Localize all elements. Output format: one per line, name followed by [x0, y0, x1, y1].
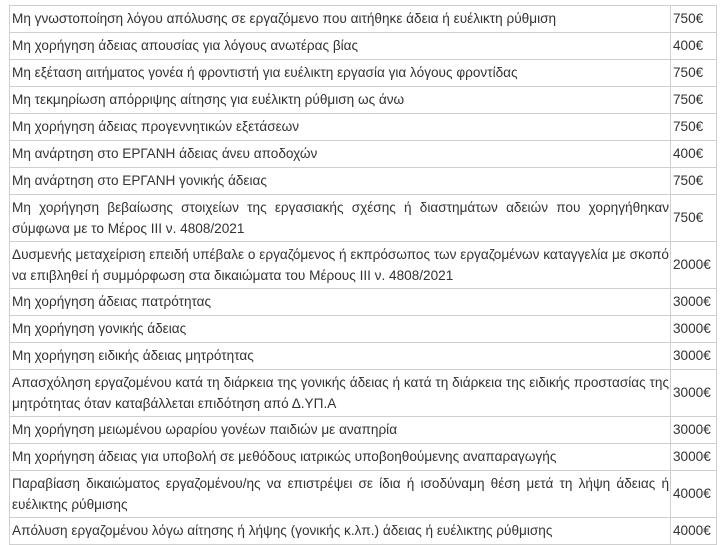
fine-amount: 4000€: [671, 471, 717, 518]
table-row: [10, 87, 717, 114]
violation-description: Μη χορήγηση άδειας προγεννητικών εξετάσεων: [10, 114, 671, 141]
fine-amount: 750€: [671, 87, 717, 114]
fine-amount: 3000€: [671, 417, 717, 444]
table-row: [10, 518, 717, 545]
violation-description: Παραβίαση δικαιώματος εργαζομένου/ης να επιστρέψει σε ίδια ή ισοδύναμη θέση μετά τη λήψη άδειας ή ευέλικτης ρύθμισης: [10, 471, 671, 518]
table-row: [10, 343, 717, 370]
fine-amount: 750€: [671, 168, 717, 195]
violation-description: Μη εξέταση αιτήματος γονέα ή φροντιστή για ευέλικτη εργασία για λόγους φροντίδας: [10, 60, 671, 87]
table-row: [10, 417, 717, 444]
fine-amount: 750€: [671, 114, 717, 141]
fine-amount: 750€: [671, 6, 717, 33]
fines-table: [9, 5, 717, 545]
table-row: [10, 444, 717, 471]
fine-amount: 3000€: [671, 370, 717, 417]
violation-description: Μη γνωστοποίηση λόγου απόλυσης σε εργαζόμενο που αιτήθηκε άδεια ή ευέλικτη ρύθμιση: [10, 6, 671, 33]
fine-amount: 4000€: [671, 518, 717, 545]
violation-description: Μη χορήγηση μειωμένου ωραρίου γονέων παιδιών με αναπηρία: [10, 417, 671, 444]
violation-description: Απασχόληση εργαζομένου κατά τη διάρκεια της γονικής άδειας ή κατά τη διάρκεια της ειδικής προστασίας της μητρότητας όταν καταβάλλεται επιδότηση από Δ.ΥΠ.Α: [10, 370, 671, 417]
fine-amount: 400€: [671, 141, 717, 168]
table-row: [10, 141, 717, 168]
violation-description: Μη ανάρτηση στο ΕΡΓΑΝΗ γονικής άδειας: [10, 168, 671, 195]
violation-description: Μη χορήγηση άδειας για υποβολή σε μεθόδους ιατρικώς υποβοηθούμενης αναπαραγωγής: [10, 444, 671, 471]
violation-description: Απόλυση εργαζομένου λόγω αίτησης ή λήψης (γονικής κ.λπ.) άδειας ή ευέλικτης ρύθμισης: [10, 518, 671, 545]
violation-description: Μη ανάρτηση στο ΕΡΓΑΝΗ άδειας άνευ αποδοχών: [10, 141, 671, 168]
fine-amount: 750€: [671, 60, 717, 87]
violation-description: Μη τεκμηρίωση απόρριψης αίτησης για ευέλικτη ρύθμιση ως άνω: [10, 87, 671, 114]
table-row: [10, 33, 717, 60]
violation-description: Δυσμενής μεταχείριση επειδή υπέβαλε ο εργαζόμενος ή εκπρόσωπος των εργαζομένων καταγγελία με σκοπό να επιβληθεί ή συμμόρφωση στα δικαιώματα του Μέρους ΙΙΙ ν. 4808/2021: [10, 242, 671, 289]
fine-amount: 3000€: [671, 343, 717, 370]
violation-description: Μη χορήγηση ειδικής άδειας μητρότητας: [10, 343, 671, 370]
fine-amount: 2000€: [671, 242, 717, 289]
table-row: [10, 370, 717, 417]
table-row: [10, 242, 717, 289]
violation-description: Μη χορήγηση άδειας απουσίας για λόγους ανωτέρας βίας: [10, 33, 671, 60]
table-row: [10, 60, 717, 87]
table-row: [10, 168, 717, 195]
table-row: [10, 289, 717, 316]
fine-amount: 400€: [671, 33, 717, 60]
fine-amount: 3000€: [671, 316, 717, 343]
table-row: [10, 195, 717, 242]
table-row: [10, 316, 717, 343]
fine-amount: 3000€: [671, 444, 717, 471]
fine-amount: 3000€: [671, 289, 717, 316]
violation-description: Μη χορήγηση γονικής άδειας: [10, 316, 671, 343]
fine-amount: 750€: [671, 195, 717, 242]
violation-description: Μη χορήγηση άδειας πατρότητας: [10, 289, 671, 316]
table-row: [10, 6, 717, 33]
violation-description: Μη χορήγηση βεβαίωσης στοιχείων της εργασιακής σχέσης ή διαστημάτων αδειών που χορηγήθηκαν σύμφωνα με το Μέρος ΙΙΙ ν. 4808/2021: [10, 195, 671, 242]
table-row: [10, 114, 717, 141]
table-row: [10, 471, 717, 518]
